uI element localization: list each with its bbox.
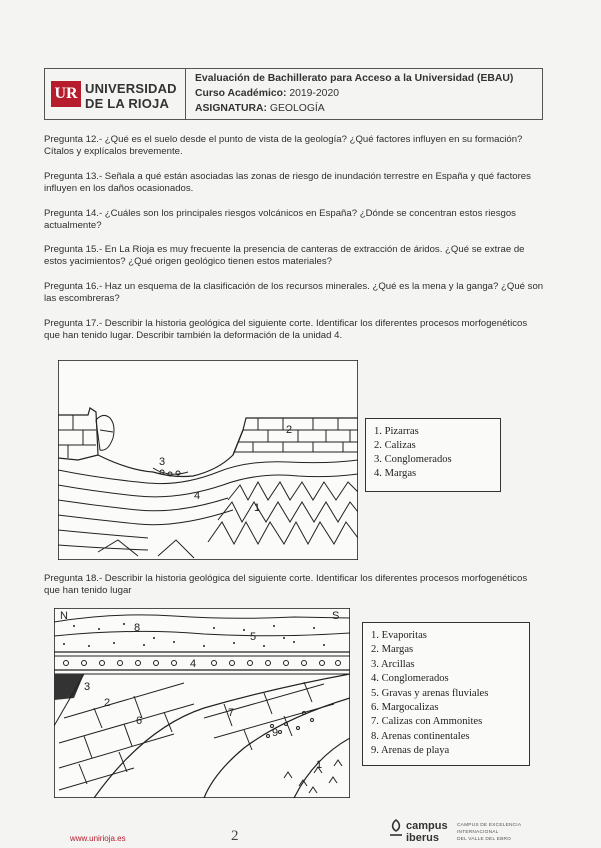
campus-iberus-logo-icon <box>388 819 404 837</box>
university-logo <box>45 69 186 119</box>
fig1-legend <box>365 418 501 492</box>
university-name-line2: DE LA RIOJA <box>85 96 170 111</box>
geologic-cross-section-1 <box>58 360 358 560</box>
fig2-legend-item: 1. Evaporitas <box>371 630 427 641</box>
subject-value: GEOLOGÍA <box>269 103 325 114</box>
excellence-line3: DEL VALLE DEL EBRO <box>457 837 512 842</box>
fig2-label-8: 8 <box>134 622 141 634</box>
campus-name-line2: iberus <box>406 832 440 844</box>
course-line <box>195 88 339 99</box>
fig2-label-9: 9 <box>272 727 279 739</box>
fig2-label-3: 3 <box>84 681 91 693</box>
fig2-legend-item: 6. Margocalizas <box>371 702 439 714</box>
subject-line <box>195 103 325 114</box>
fig2-label-5: 5 <box>250 631 257 643</box>
question-17: Pregunta 17.- Describir la historia geológica del siguiente corte. Identificar los diferentes procesos morfogenéticos que han tenido lugar. Describir también la deformación de la unidad 4. <box>44 318 528 341</box>
geologic-cross-section-2 <box>54 608 350 798</box>
question-12: Pregunta 12.- ¿Qué es el suelo desde el punto de vista de la geología? ¿Qué factores influyen en su formación? Cítalos y explícalos brevemente. <box>44 134 523 157</box>
fig2-label-2: 2 <box>104 697 111 709</box>
fig1-legend-item: 1. Pizarras <box>374 426 419 437</box>
question-16: Pregunta 16.- Haz un esquema de la clasificación de los recursos minerales. ¿Qué es la mena y la ganga? ¿Qué son las escombreras? <box>44 281 544 304</box>
fig2-legend-item: 2. Margas <box>371 644 414 656</box>
fig2-label-south: S <box>332 610 340 622</box>
fig1-label-3: 3 <box>159 456 166 468</box>
university-logo-icon: UR <box>51 81 81 107</box>
fig2-label-1: 1 <box>316 759 323 771</box>
question-18: Pregunta 18.- Describir la historia geológica del siguiente corte. Identificar los diferentes procesos morfogenéticos que han tenido lugar <box>44 573 528 596</box>
fig1-label-4: 4 <box>194 490 201 502</box>
fig2-legend-item: 8. Arenas continentales <box>371 730 470 742</box>
fig2-label-north: N <box>60 610 68 622</box>
fig2-legend-item: 3. Arcillas <box>371 658 415 670</box>
fig1-label-2: 2 <box>286 424 293 436</box>
campus-name-line1: campus <box>406 820 448 832</box>
question-14: Pregunta 14.- ¿Cuáles son los principales riesgos volcánicos en España? ¿Dónde se concentran estos riesgos actualmente? <box>44 208 516 231</box>
course-value: 2019-2020 <box>289 88 340 99</box>
exam-header <box>44 68 543 120</box>
footer-url-link[interactable]: www.unirioja.es <box>70 834 126 843</box>
subject-label: ASIGNATURA: <box>195 103 267 114</box>
fig1-legend-item: 3. Conglomerados <box>374 454 452 465</box>
university-name-line1: UNIVERSIDAD <box>85 81 177 96</box>
fig2-label-6: 6 <box>136 715 143 727</box>
fig2-legend-item: 5. Gravas y arenas fluviales <box>371 687 489 699</box>
fig1-legend-item: 4. Margas <box>374 468 417 479</box>
fig2-legend-item: 4. Conglomerados <box>371 673 449 685</box>
excellence-line2: INTERNACIONAL <box>457 830 499 835</box>
question-13: Pregunta 13.- Señala a qué están asociadas las zonas de riesgo de inundación terrestre en España y qué factores influyen en los daños ocasionados. <box>44 171 531 194</box>
fig2-legend-item: 9. Arenas de playa <box>371 745 450 757</box>
page-number: 2 <box>231 828 239 844</box>
course-label: Curso Académico: <box>195 88 287 99</box>
exam-title: Evaluación de Bachillerato para Acceso a la Universidad (EBAU) <box>195 73 514 84</box>
fig2-label-4: 4 <box>190 658 197 670</box>
fig1-label-1: 1 <box>254 502 261 514</box>
question-15: Pregunta 15.- En La Rioja es muy frecuente la presencia de canteras de extracción de áridos. ¿Qué se extrae de estos yacimientos? ¿Qué origen geológico tienen estos materiales? <box>44 244 525 267</box>
fig1-legend-item: 2. Calizas <box>374 440 416 451</box>
fig2-legend <box>362 622 530 766</box>
fig2-label-7: 7 <box>228 707 235 719</box>
fig2-legend-item: 7. Calizas con Ammonites <box>371 716 483 728</box>
excellence-line1: CAMPUS DE EXCELENCIA <box>457 823 522 828</box>
